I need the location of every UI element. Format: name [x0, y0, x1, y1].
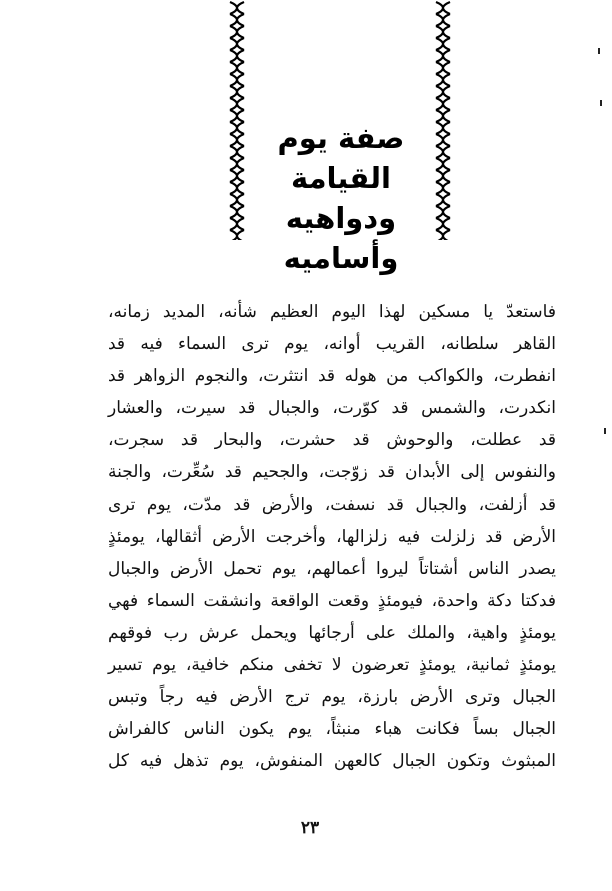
chapter-title-line-3: وأساميه: [283, 241, 399, 275]
text-line: يومئذٍ ثمانية، يومئذٍ تعرضون لا تخفى منكم خافية، يوم تسير: [108, 655, 556, 676]
chapter-title-line-1: صفة يوم: [277, 121, 405, 155]
text-line: قد عطلت، والوحوش قد حشرت، والبحار قد سجرت،: [108, 430, 556, 451]
page-number: ٢٣: [300, 818, 320, 838]
text-line: فاستعدّ يا مسكين لهذا اليوم العظيم شأنه، المديد زمانه،: [108, 302, 556, 322]
text-line: الجبال بساً فكانت هباء منبثاً، يوم يكون الناس كالفراش: [108, 719, 556, 740]
text-line: فدكتا دكة واحدة، فيومئذٍ وقعت الواقعة وانشقت السماء فهي: [108, 590, 556, 611]
chapter-title-line-2: القيامة ودواهيه: [285, 161, 397, 235]
text-line: المبثوث وتكون الجبال كالعهن المنفوش، يوم تذهل فيه كل: [108, 751, 556, 772]
text-line: الجبال وترى الأرض بارزة، يوم ترج الأرض فيه رجاً وتبس: [108, 687, 556, 708]
text-line: القاهر سلطانه، القريب أوانه، يوم ترى السماء فيه قد: [108, 334, 556, 355]
body-paragraph: [108, 296, 556, 777]
text-line: انفطرت، والكواكب من هوله قد انتثرت، والنجوم الزواهر قد: [108, 366, 556, 387]
text-line: قد أزلفت، والجبال قد نسفت، والأرض قد مدّت، يوم ترى: [108, 494, 556, 515]
text-line: يومئذٍ واهية، والملك على أرجائها ويحمل عرش رب فوقهم: [108, 622, 556, 643]
scan-edge-mark: [600, 100, 602, 106]
scan-edge-mark: [598, 48, 600, 54]
chapter-title: [250, 118, 432, 278]
text-line: يصدر الناس أشتاتاً ليروا أعمالهم، يوم تحمل الأرض والجبال: [108, 558, 556, 579]
text-line: والنفوس إلى الأبدان قد زوّجت، والجحيم قد سُعِّرت، والجنة: [108, 462, 556, 483]
text-line: الأرض قد زلزلت فيه زلزالها، وأخرجت الأرض أثقالها، يومئذٍ: [108, 526, 556, 547]
scan-edge-mark: [604, 428, 606, 434]
braid-ornament-left: [226, 0, 248, 240]
braid-ornament-right: [432, 0, 454, 240]
text-line: انكدرت، والشمس قد كوّرت، والجبال قد سيرت، والعشار: [108, 398, 556, 419]
